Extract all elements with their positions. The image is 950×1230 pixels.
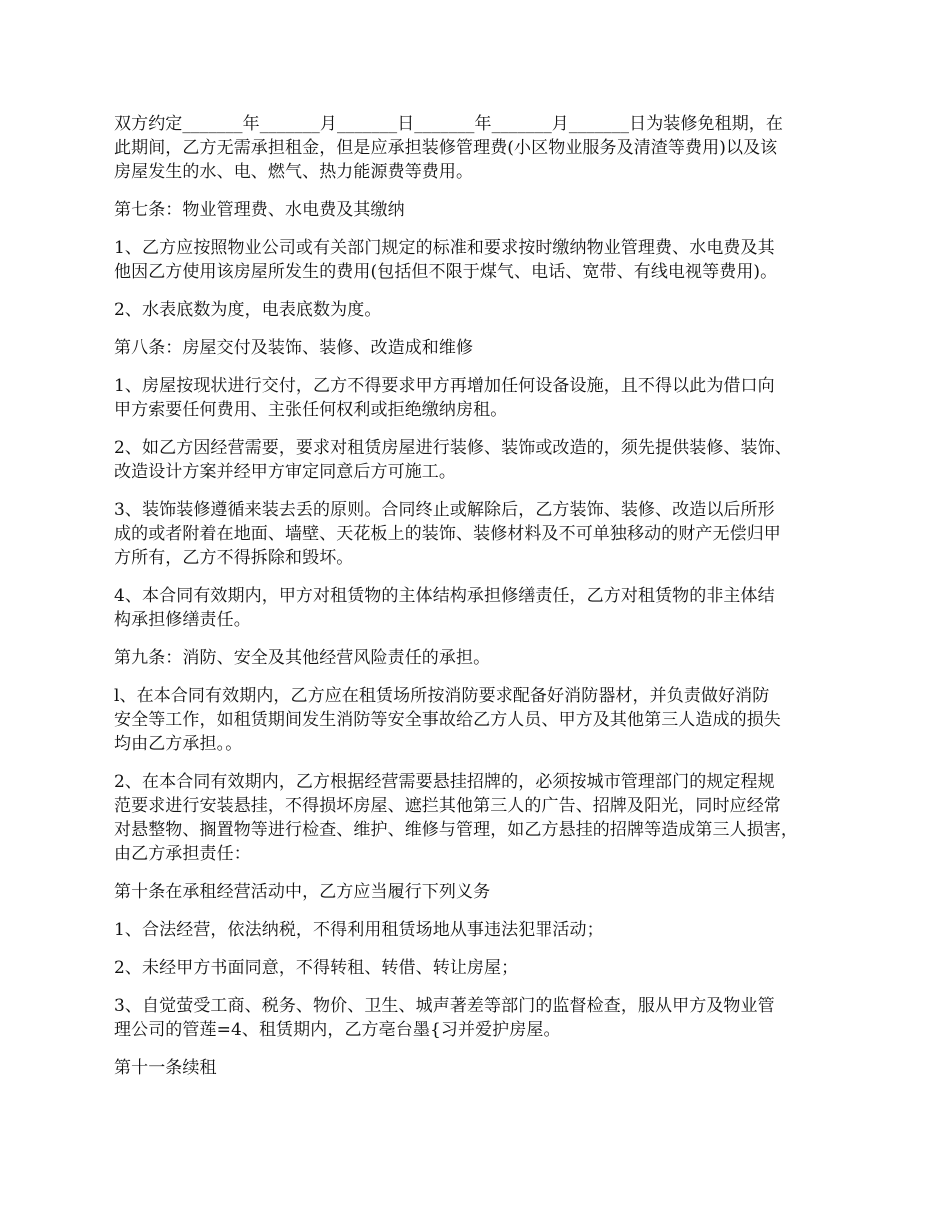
text-line: 1、房屋按现状进行交付，乙方不得要求甲方再增加任何设备设施，且不得以此为借口向 <box>114 376 775 396</box>
paragraph <box>114 236 844 284</box>
paragraph <box>114 770 844 866</box>
text-line: 2、如乙方因经营需要，要求对租赁房屋进行装修、装饰或改造的，须先提供装修、装饰、 <box>114 438 792 458</box>
text-line: 1、乙方应按照物业公司或有关部门规定的标准和要求按时缴纳物业管理费、水电费及其 <box>114 238 775 258</box>
text-line: 甲方索要任何费用、主张任何权利或拒绝缴纳房租。 <box>114 400 508 420</box>
text-line: 改造设计方案并经甲方审定同意后方可施工。 <box>114 462 456 482</box>
document-body <box>114 112 844 1094</box>
text-line: 3、装饰装修遵循来装去丢的原则。合同终止或解除后，乙方装饰、装修、改造以后所形 <box>114 500 775 520</box>
paragraph <box>114 436 844 484</box>
paragraph <box>114 1056 844 1080</box>
text-line: 方所有，乙方不得拆除和毁坏。 <box>114 548 354 568</box>
paragraph <box>114 956 844 980</box>
text-line: 第八条：房屋交付及装饰、装修、改造成和维修 <box>114 338 474 358</box>
text-line: 构承担修缮责任。 <box>114 610 251 630</box>
text-line: 第七条：物业管理费、水电费及其缴纳 <box>114 200 405 220</box>
text-line: 3、自觉萤受工商、税务、物价、卫生、城声著差等部门的监督检查，服从甲方及物业管 <box>114 996 775 1016</box>
paragraph <box>114 112 844 184</box>
text-line: 均由乙方承担。。 <box>114 734 243 754</box>
text-line: 房屋发生的水、电、燃气、热力能源费等费用。 <box>114 162 474 182</box>
paragraph <box>114 994 844 1042</box>
text-line: 成的或者附着在地面、墙壁、天花板上的装饰、装修材料及不可单独移动的财产无偿归甲 <box>114 524 781 544</box>
text-line: 安全等工作，如租赁期间发生消防等安全事故给乙方人员、甲方及其他第三人造成的损失 <box>114 710 781 730</box>
text-line: 2、未经甲方书面同意，不得转租、转借、转让房屋； <box>114 958 519 978</box>
text-line: 4、本合同有效期内，甲方对租赁物的主体结构承担修缮责任，乙方对租赁物的非主体结 <box>114 586 775 606</box>
paragraph <box>114 198 844 222</box>
paragraph <box>114 684 844 756</box>
text-line: 第十一条续租 <box>114 1058 217 1078</box>
text-line: 此期间，乙方无需承担租金，但是应承担装修管理费(小区物业服务及清渣等费用)以及该 <box>114 138 778 158</box>
text-line: 由乙方承担责任： <box>114 844 251 864</box>
text-line: 对悬整物、搁置物等进行检查、维护、维修与管理，如乙方悬挂的招牌等造成第三人损害， <box>114 820 798 840</box>
paragraph <box>114 646 844 670</box>
paragraph <box>114 374 844 422</box>
text-line: 1、合法经营，依法纳税，不得利用租赁场地从事违法犯罪活动； <box>114 920 604 940</box>
text-line: 理公司的管莲=4、租赁期内，乙方亳台墨{习并爱护房屋。 <box>114 1020 561 1040</box>
paragraph <box>114 880 844 904</box>
paragraph <box>114 584 844 632</box>
text-line: 2、在本合同有效期内，乙方根据经营需要悬挂招牌的，必须按城市管理部门的规定程规 <box>114 772 775 792</box>
paragraph <box>114 918 844 942</box>
text-line: 范要求进行安装悬挂，不得损坏房屋、遮拦其他第三人的广告、招牌及阳光，同时应经常 <box>114 796 781 816</box>
text-line: 第十条在承租经营活动中，乙方应当履行下列义务 <box>114 882 491 902</box>
paragraph <box>114 298 844 322</box>
paragraph <box>114 498 844 570</box>
text-line: l、在本合同有效期内，乙方应在租赁场所按消防要求配备好消防器材，并负责做好消防 <box>114 686 770 706</box>
text-line: 2、水表底数为度，电表底数为度。 <box>114 300 382 320</box>
text-line: 第九条：消防、安全及其他经营风险责任的承担。 <box>114 648 491 668</box>
paragraph <box>114 336 844 360</box>
text-line: 双方约定_______年_______月_______日_______年_______月_______日为装修免租期，在 <box>114 114 783 134</box>
text-line: 他因乙方使用该房屋所发生的费用(包括但不限于煤气、电话、宽带、有线电视等费用)。 <box>114 262 778 282</box>
